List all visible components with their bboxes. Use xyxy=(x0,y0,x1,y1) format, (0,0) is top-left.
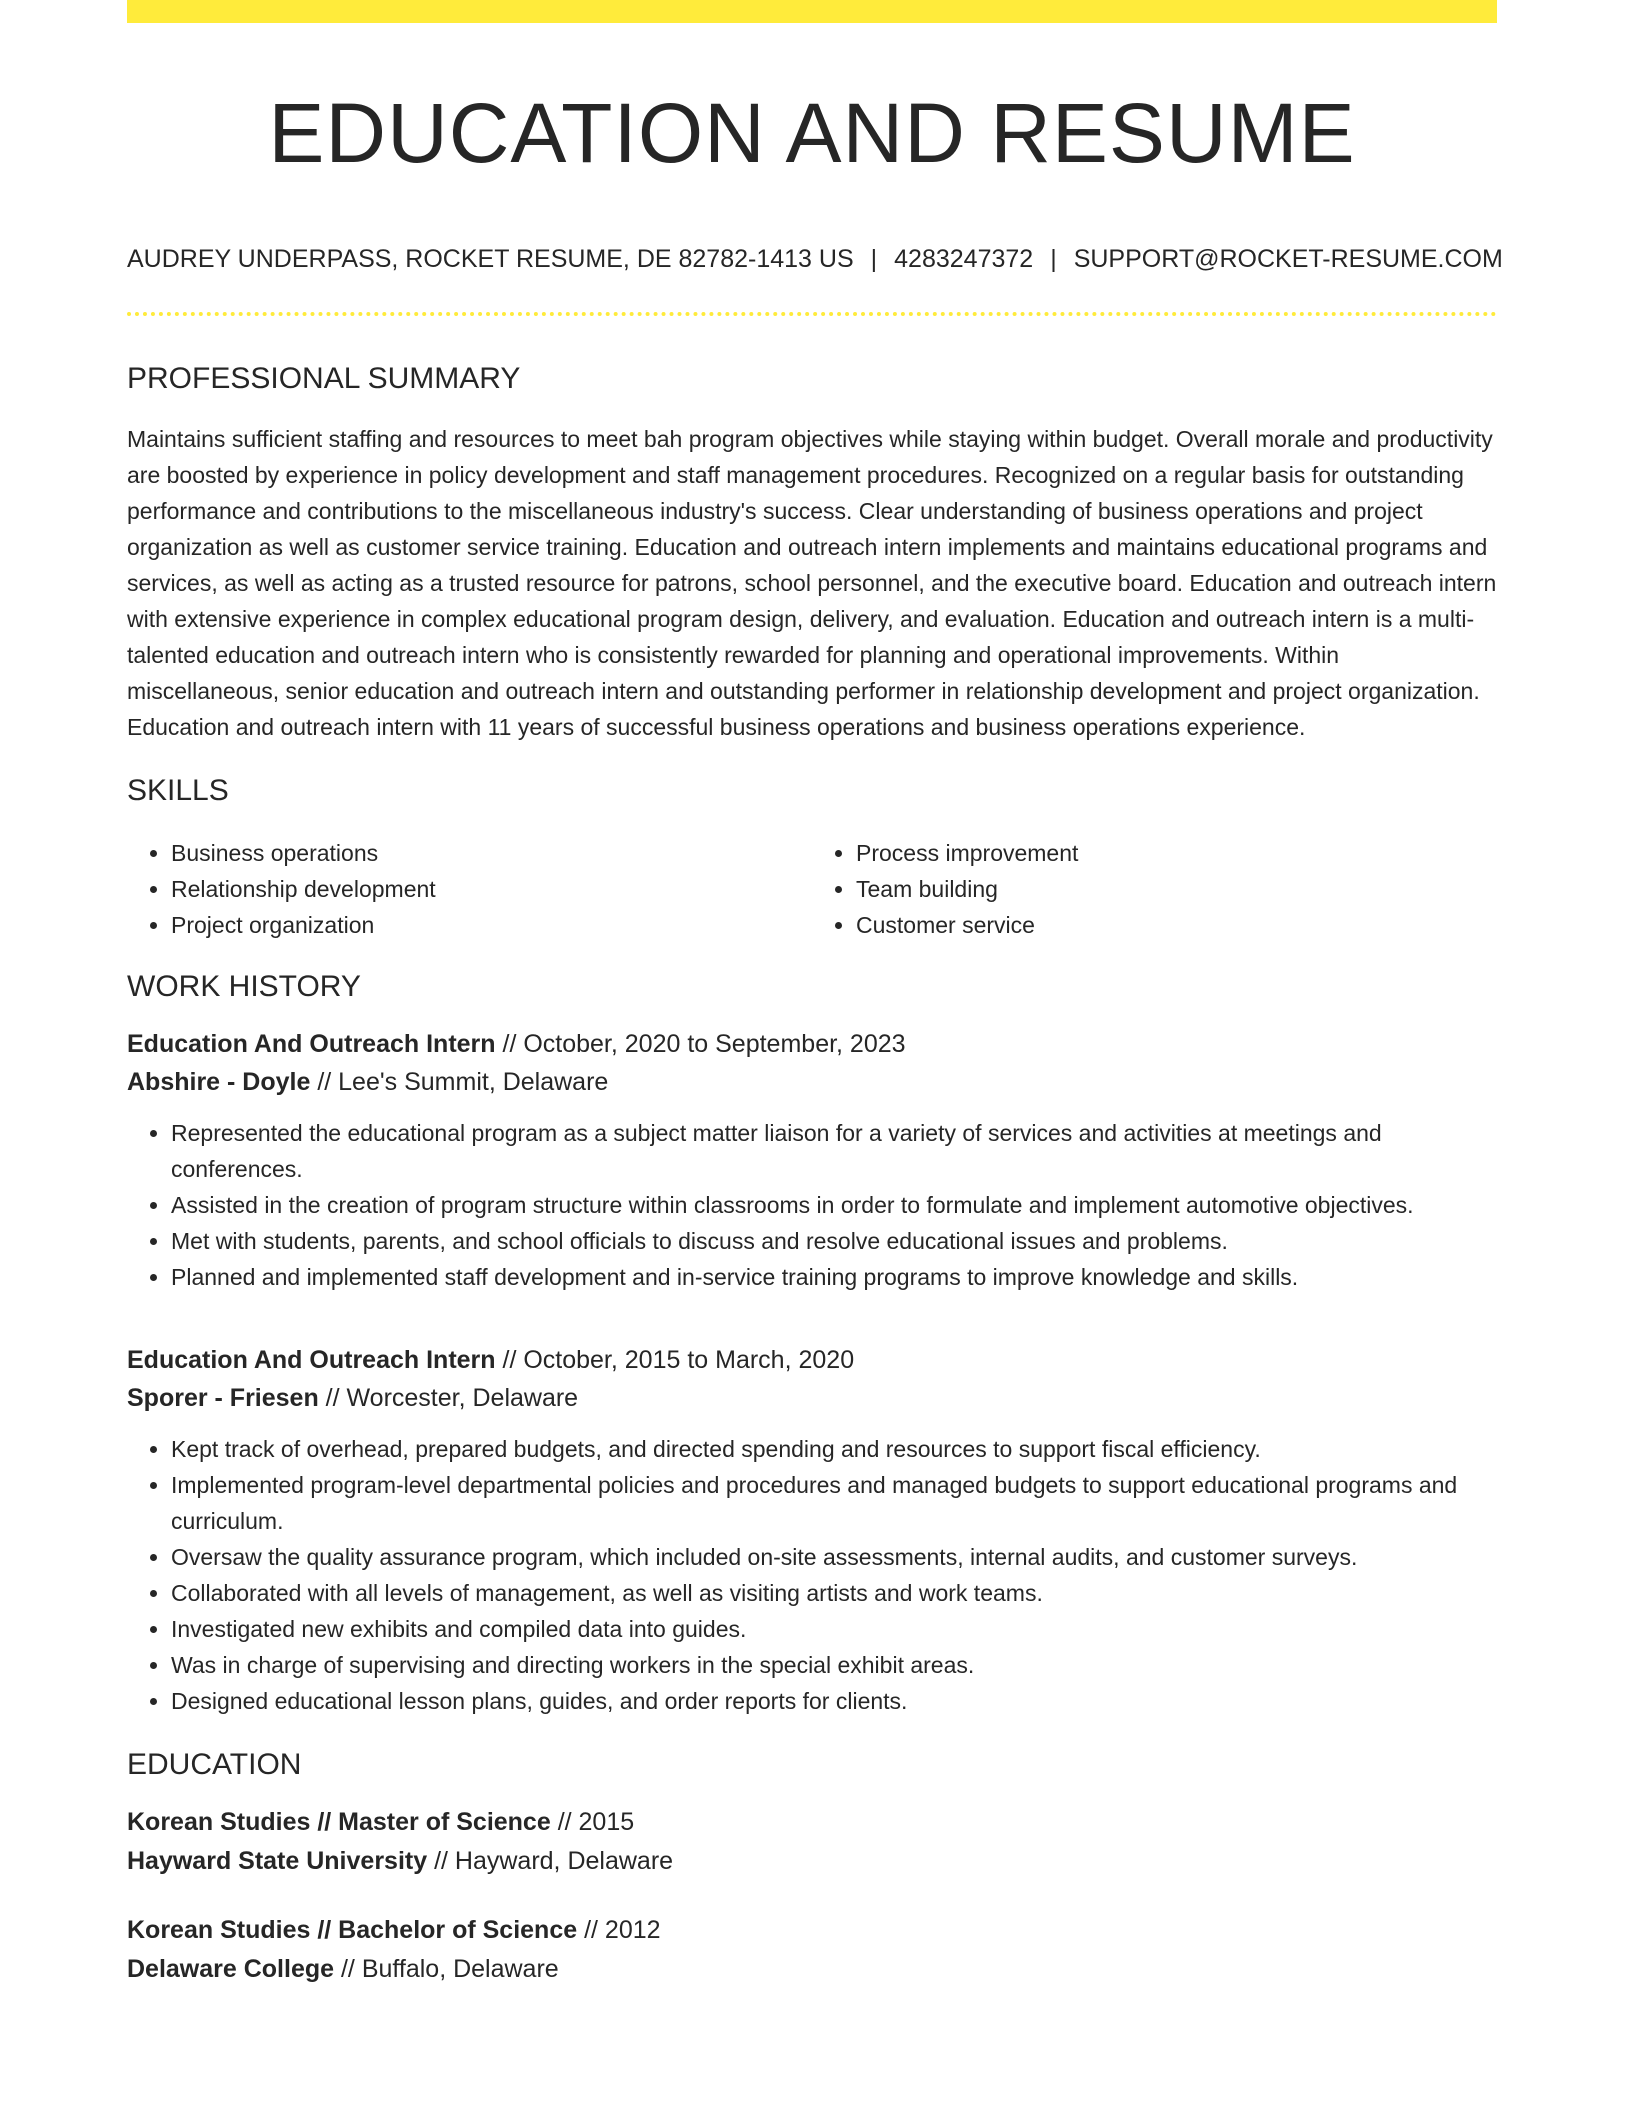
job-bullets xyxy=(127,1115,1497,1295)
page-title: EDUCATION AND RESUME xyxy=(268,86,1356,180)
degree-year: // 2012 xyxy=(577,1915,661,1944)
job-company: Sporer - Friesen xyxy=(127,1383,319,1412)
contact-email: SUPPORT@ROCKET-RESUME.COM xyxy=(1073,244,1503,273)
job-bullet: • Implemented program-level departmental policies and procedures and managed budgets to support educational programs and curriculum. xyxy=(171,1467,1497,1539)
school-line xyxy=(127,1842,1497,1881)
degree-line xyxy=(127,1911,1497,1950)
summary-text: Maintains sufficient staffing and resources to meet bah program objectives while staying within budget. Overall morale and productivity are boosted by experience in policy development and staff management procedures. Recognized on a regular basis for outstanding performance and contributions to the miscellaneous industry's success. Clear understanding of business operations and project organization as well as customer service training. Education and outreach intern implements and maintains educational programs and services, as well as acting as a trusted resource for patrons, school personnel, and the executive board. Education and outreach intern with extensive experience in complex educational program design, delivery, and evaluation. Education and outreach intern is a multi-talented education and outreach intern who is consistently rewarded for planning and operational improvements. Within miscellaneous, senior education and outreach intern and outstanding performer in relationship development and project organization. Education and outreach intern with 11 years of successful business operations and business operations experience. xyxy=(127,425,1497,740)
resume-page xyxy=(127,0,1503,1989)
degree: Korean Studies // Bachelor of Science xyxy=(127,1915,578,1944)
skills-column-left xyxy=(127,835,812,943)
skills-column-right xyxy=(812,835,1497,943)
job-bullet: • Planned and implemented staff development and in-service training programs to improve knowledge and skills. xyxy=(171,1259,1497,1295)
skill-item: • Business operations xyxy=(171,835,812,871)
job-company: Abshire - Doyle xyxy=(127,1067,311,1096)
school-location: // Hayward, Delaware xyxy=(427,1846,674,1875)
job-bullet: • Oversaw the quality assurance program, which included on-site assessments, internal audits, and customer surveys. xyxy=(171,1539,1497,1575)
job-title: Education And Outreach Intern xyxy=(127,1345,496,1374)
school: Hayward State University xyxy=(127,1846,428,1875)
school-line xyxy=(127,1950,1497,1989)
contact-line xyxy=(127,244,1503,274)
contact-separator: | xyxy=(1050,244,1057,273)
job-bullet: • Represented the educational program as a subject matter liaison for a variety of services and activities at meetings and conferences. xyxy=(171,1115,1497,1187)
education-heading: EDUCATION xyxy=(127,1747,302,1781)
job-bullet: • Assisted in the creation of program structure within classrooms in order to formulate and implement automotive objectives. xyxy=(171,1187,1497,1223)
job-bullet: • Designed educational lesson plans, guides, and order reports for clients. xyxy=(171,1683,1497,1719)
contact-address: AUDREY UNDERPASS, ROCKET RESUME, DE 82782-1413 US xyxy=(127,244,854,273)
contact-separator: | xyxy=(870,244,878,273)
job-title-line xyxy=(127,1341,1497,1379)
skill-item: • Customer service xyxy=(856,907,1497,943)
dotted-divider xyxy=(127,312,1497,316)
job-location: // Lee's Summit, Delaware xyxy=(310,1067,609,1096)
job-bullet: • Collaborated with all levels of management, as well as visiting artists and work teams. xyxy=(171,1575,1497,1611)
school: Delaware College xyxy=(127,1954,335,1983)
work-history-heading: WORK HISTORY xyxy=(127,969,361,1003)
job-title: Education And Outreach Intern xyxy=(127,1029,496,1058)
job-entry xyxy=(127,1025,1497,1295)
skill-item: • Process improvement xyxy=(856,835,1497,871)
school-location: // Buffalo, Delaware xyxy=(334,1954,559,1983)
skill-item: • Project organization xyxy=(171,907,812,943)
job-location: // Worcester, Delaware xyxy=(318,1383,579,1412)
accent-top-bar xyxy=(127,0,1497,23)
job-company-line xyxy=(127,1379,1497,1417)
job-entry xyxy=(127,1341,1497,1719)
skills-list xyxy=(127,835,1497,943)
job-bullet: • Was in charge of supervising and directing workers in the special exhibit areas. xyxy=(171,1647,1497,1683)
contact-phone: 4283247372 xyxy=(894,244,1034,273)
job-bullet: • Met with students, parents, and school officials to discuss and resolve educational issues and problems. xyxy=(171,1223,1497,1259)
education-entry xyxy=(127,1911,1497,1989)
degree-year: // 2015 xyxy=(550,1807,635,1836)
job-company-line xyxy=(127,1063,1497,1101)
job-bullet: • Investigated new exhibits and compiled data into guides. xyxy=(171,1611,1497,1647)
skill-item: • Team building xyxy=(856,871,1497,907)
job-bullets xyxy=(127,1431,1497,1719)
education-entry xyxy=(127,1803,1497,1881)
degree-line xyxy=(127,1803,1497,1842)
skills-heading: SKILLS xyxy=(127,773,229,807)
degree: Korean Studies // Master of Science xyxy=(127,1807,551,1836)
skill-item: • Relationship development xyxy=(171,871,812,907)
job-bullet: • Kept track of overhead, prepared budgets, and directed spending and resources to support fiscal efficiency. xyxy=(171,1431,1497,1467)
summary-heading: PROFESSIONAL SUMMARY xyxy=(127,361,521,395)
job-title-line xyxy=(127,1025,1497,1063)
job-dates: // October, 2020 to September, 2023 xyxy=(495,1029,906,1058)
job-dates: // October, 2015 to March, 2020 xyxy=(495,1345,855,1374)
